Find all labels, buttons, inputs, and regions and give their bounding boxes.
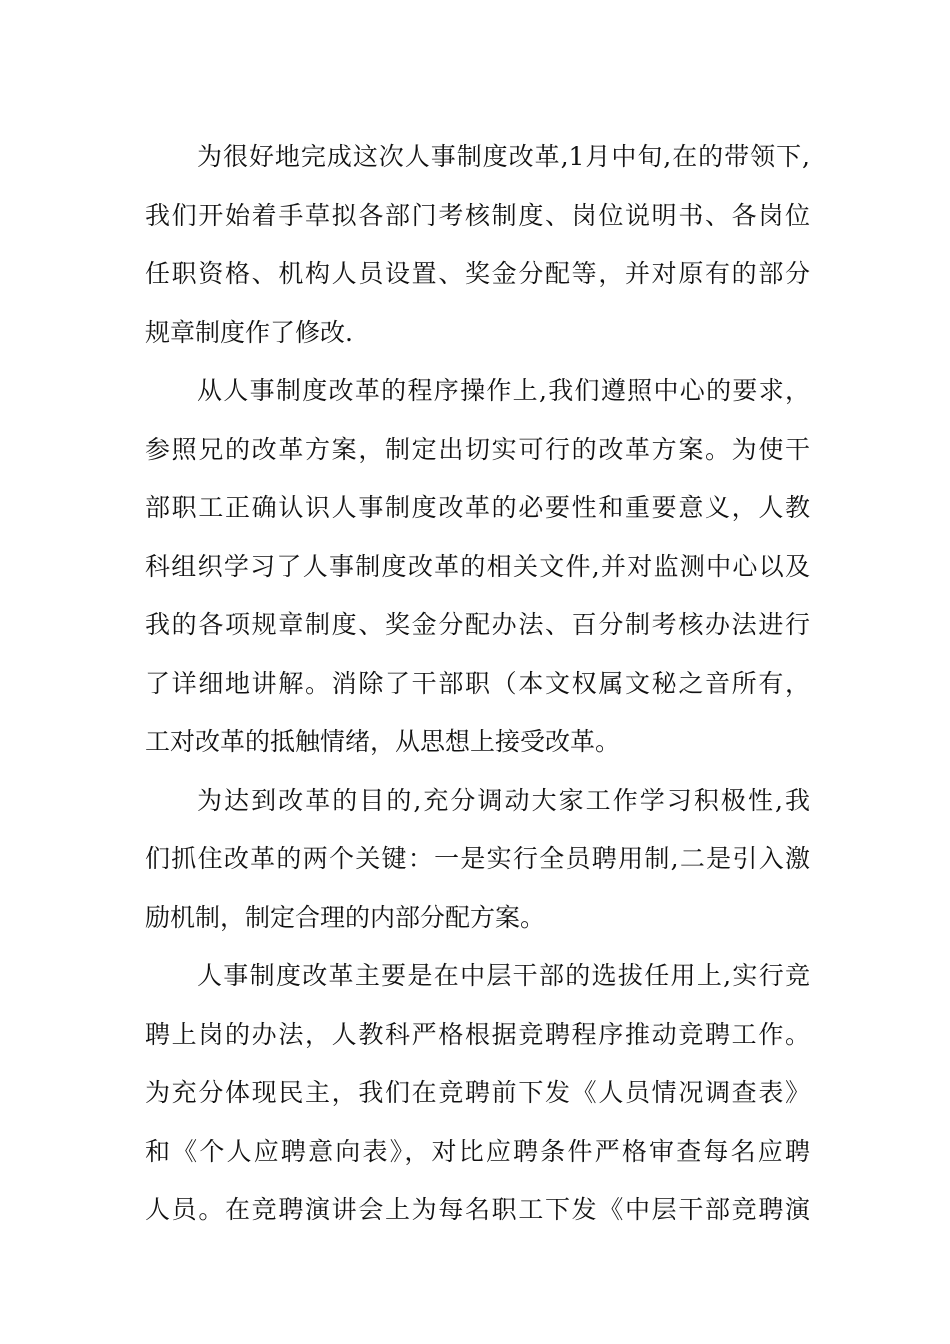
text-line: 部职工正确认识人事制度改革的必要性和重要意义，人教 [145,493,810,522]
text-line: 从人事制度改革的程序操作上,我们遵照中心的要求， [197,376,810,405]
text-line: 了详细地讲解。消除了干部职（本文权属文秘之音所有， [145,668,810,698]
text-line: 为充分体现民主，我们在竞聘前下发《人员情况调查表》 [145,1078,810,1107]
text-line: 人员。在竞聘演讲会上为每名职工下发《中层干部竞聘演 [145,1195,810,1224]
text-line: 工对改革的抵触情绪，从思想上接受改革。 [145,727,621,756]
paragraph-3 [145,772,810,948]
text-line: 为很好地完成这次人事制度改革,1月中旬,在的带领下, [197,142,810,171]
text-line: 规章制度作了修改. [145,317,353,347]
text-line: 任职资格、机构人员设置、奖金分配等，并对原有的部分 [145,259,810,288]
text-line: 参照兄的改革方案，制定出切实可行的改革方案。为使干 [145,434,810,464]
paragraph-2 [145,362,810,772]
paragraph-4 [145,947,810,1240]
text-line: 和《个人应聘意向表》，对比应聘条件严格审查每名应聘 [145,1136,810,1166]
text-line: 人事制度改革主要是在中层干部的选拔任用上,实行竞 [197,961,810,990]
text-line: 励机制，制定合理的内部分配方案。 [145,902,546,932]
text-line: 为达到改革的目的,充分调动大家工作学习积极性,我 [197,785,810,815]
text-line: 聘上岗的办法，人教科严格根据竞聘程序推动竞聘工作。 [145,1019,810,1049]
paragraph-1 [145,128,810,362]
text-line: 我们开始着手草拟各部门考核制度、岗位说明书、各岗位 [145,200,810,230]
document-body [145,128,810,1240]
text-line: 们抓住改革的两个关键：一是实行全员聘用制,二是引入激 [145,844,810,873]
text-line: 科组织学习了人事制度改革的相关文件,并对监测中心以及 [145,551,810,581]
text-line: 我的各项规章制度、奖金分配办法、百分制考核办法进行 [145,610,810,639]
